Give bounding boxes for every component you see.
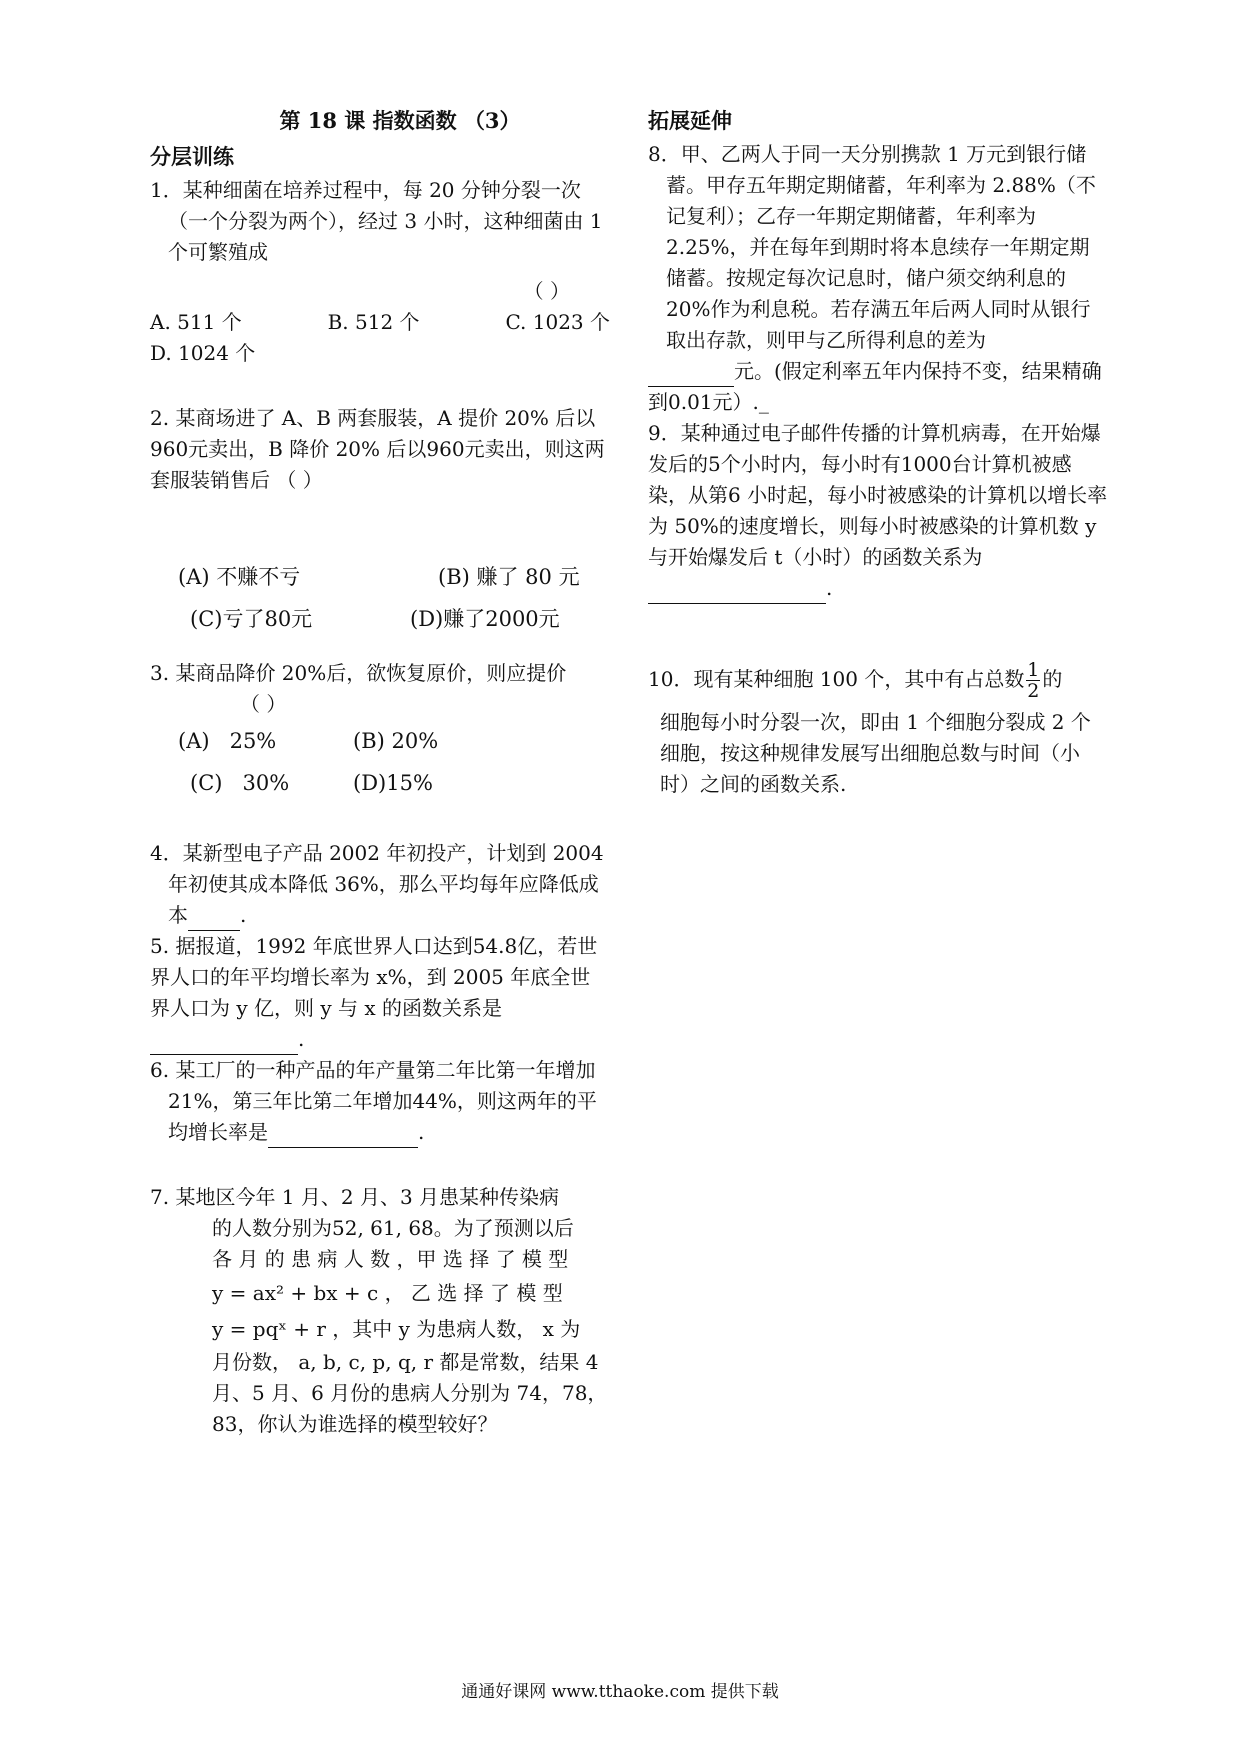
question-4-text bbox=[150, 838, 610, 931]
answer-blank[interactable] bbox=[188, 908, 240, 931]
page-title: 第 18 课 指数函数 （3） bbox=[279, 108, 521, 133]
question-8-tail bbox=[648, 356, 1108, 418]
question-8 bbox=[648, 139, 1108, 418]
question-7-line-3: 各 月 的 患 病 人 数 ，甲 选 择 了 模 型 bbox=[212, 1247, 569, 1271]
question-10-text: 细胞每小时分裂一次，即由 1 个细胞分裂成 2 个细胞，按这种规律发展写出细胞总数与时间（小时）之间的函数关系. bbox=[660, 710, 1091, 796]
option-a: A. 511 个 bbox=[150, 310, 242, 334]
question-2-options-row-2 bbox=[150, 598, 610, 640]
question-4 bbox=[150, 838, 610, 931]
answer-blank[interactable] bbox=[268, 1125, 418, 1148]
option-b: (B) 赚了 80 元 bbox=[438, 565, 580, 589]
question-2-options-row-1 bbox=[150, 556, 610, 598]
question-3-options-row-1 bbox=[150, 720, 610, 762]
question-7-line-1: 7. 某地区今年 1 月、2 月、3 月患某种传染病 bbox=[150, 1185, 560, 1209]
fraction-one-half bbox=[1026, 660, 1040, 701]
question-7-line-2: 的人数分别为52, 61, 68。为了预测以后 bbox=[212, 1216, 574, 1240]
question-1-options bbox=[150, 307, 610, 338]
question-10-lead-text: 10．现有某种细胞 100 个，其中有占总数 bbox=[648, 667, 1025, 691]
option-d: (D)赚了2000元 bbox=[410, 607, 560, 631]
question-2 bbox=[150, 403, 610, 640]
footer-source: 通通好课网 www.tthaoke.com 提供下载 bbox=[461, 1682, 779, 1702]
option-a: (A) 25% bbox=[178, 729, 277, 753]
left-column bbox=[150, 105, 610, 1440]
question-9-body: 9．某种通过电子邮件传播的计算机病毒，在开始爆发后的5个小时内，每小时有1000台计算机被感染，从第6 小时起，每小时被感染的计算机以增长率为 50%的速度增长，则每小时被感染的计算机数 y 与开始爆发后 t（小时）的函数关系为 bbox=[648, 421, 1108, 569]
fraction-numerator: 1 bbox=[1027, 659, 1040, 681]
question-10-lead bbox=[648, 660, 1108, 701]
option-d: D. 1024 个 bbox=[150, 341, 256, 365]
question-5-body: 5. 据报道，1992 年底世界人口达到54.8亿，若世界人口的年平均增长率为 x%，到 2005 年底全世界人口为 y 亿，则 y 与 x 的函数关系是 bbox=[150, 934, 598, 1020]
question-5-text bbox=[150, 931, 610, 1055]
question-8-text: 8．甲、乙两人于同一天分别携款 1 万元到银行储蓄。甲存五年期定期储蓄，年利率为 2.88%（不记复利）；乙存一年期定期储蓄，年利率为 2.25%，并在每年到期时将本息续存一年期定期储蓄。按规定每次记息时，储户须交纳利息的 20%作为利息税。若存满五年后两人同时从银行取出存款，则甲与乙所得利息的差为 bbox=[648, 142, 1096, 352]
question-6-body: 6. 某工厂的一种产品的年产量第二年比第一年增加21%，第三年比第二年增加44%，则这两年的平均增长率是 bbox=[150, 1058, 597, 1144]
option-b: (B) 20% bbox=[353, 729, 439, 753]
option-c: C. 1023 个 bbox=[505, 310, 610, 334]
question-10 bbox=[648, 660, 1108, 800]
question-7-model-a: y = ax² + bx + c ， 乙 选 择 了 模 型 bbox=[212, 1281, 563, 1305]
option-d: (D)15% bbox=[353, 771, 433, 795]
question-8-end: _ bbox=[758, 390, 769, 414]
question-6 bbox=[150, 1055, 610, 1148]
question-4-end: . bbox=[240, 903, 247, 927]
section-heading-layered-training: 分层训练 bbox=[150, 144, 234, 169]
question-5-end: . bbox=[298, 1027, 305, 1051]
option-c: (C) 30% bbox=[190, 771, 290, 795]
question-9-end: . bbox=[826, 576, 833, 600]
question-7-line-7: 月、5 月、6 月份的患病人分别为 74，78， bbox=[212, 1381, 608, 1405]
option-b: B. 512 个 bbox=[327, 310, 420, 334]
question-3-text: 3. 某商品降价 20%后，欲恢复原价，则应提价 bbox=[150, 661, 567, 685]
section-heading-extension: 拓展延伸 bbox=[648, 108, 732, 133]
question-8-tail-text: 元。(假定利率五年内保持不变，结果精确到0.01元）. bbox=[648, 359, 1102, 414]
question-6-end: . bbox=[418, 1120, 425, 1144]
question-4-body: 4．某新型电子产品 2002 年初投产，计划到 2004 年初使其成本降低 36%，那么平均每年应降低成本 bbox=[150, 841, 604, 927]
answer-blank[interactable] bbox=[648, 581, 826, 604]
question-7 bbox=[150, 1182, 610, 1440]
question-2-text: 2. 某商场进了 A、B 两套服装，A 提价 20% 后以960元卖出，B 降价 20% 后以960元卖出，则这两套服装销售后 （ ） bbox=[150, 406, 605, 492]
option-a: (A) 不赚不亏 bbox=[178, 565, 301, 589]
question-7-line-8: 83，你认为谁选择的模型较好？ bbox=[212, 1412, 498, 1436]
question-5 bbox=[150, 931, 610, 1055]
question-1 bbox=[150, 175, 610, 369]
question-10-after-fraction: 的 bbox=[1042, 667, 1063, 691]
question-3 bbox=[150, 658, 610, 804]
question-9-text bbox=[648, 418, 1108, 604]
question-7-model-b: y = pqˣ + r ，其中 y 为患病人数， x 为 bbox=[212, 1317, 581, 1341]
question-7-line-6: 月份数， a, b, c, p, q, r 都是常数，结果 4 bbox=[212, 1350, 599, 1374]
fraction-denominator: 2 bbox=[1027, 680, 1040, 702]
question-1-answer-paren: （ ） bbox=[523, 279, 570, 303]
question-3-answer-paren: （ ） bbox=[240, 692, 287, 716]
answer-blank[interactable] bbox=[150, 1032, 298, 1055]
question-6-text bbox=[150, 1055, 610, 1148]
option-c: (C)亏了80元 bbox=[190, 607, 313, 631]
answer-blank[interactable] bbox=[648, 364, 734, 387]
question-3-options-row-2 bbox=[150, 762, 610, 804]
question-1-text: 1．某种细菌在培养过程中，每 20 分钟分裂一次（一个分裂为两个），经过 3 小时，这种细菌由 1 个可繁殖成 bbox=[150, 178, 603, 264]
right-column bbox=[648, 105, 1108, 800]
question-9 bbox=[648, 418, 1108, 604]
